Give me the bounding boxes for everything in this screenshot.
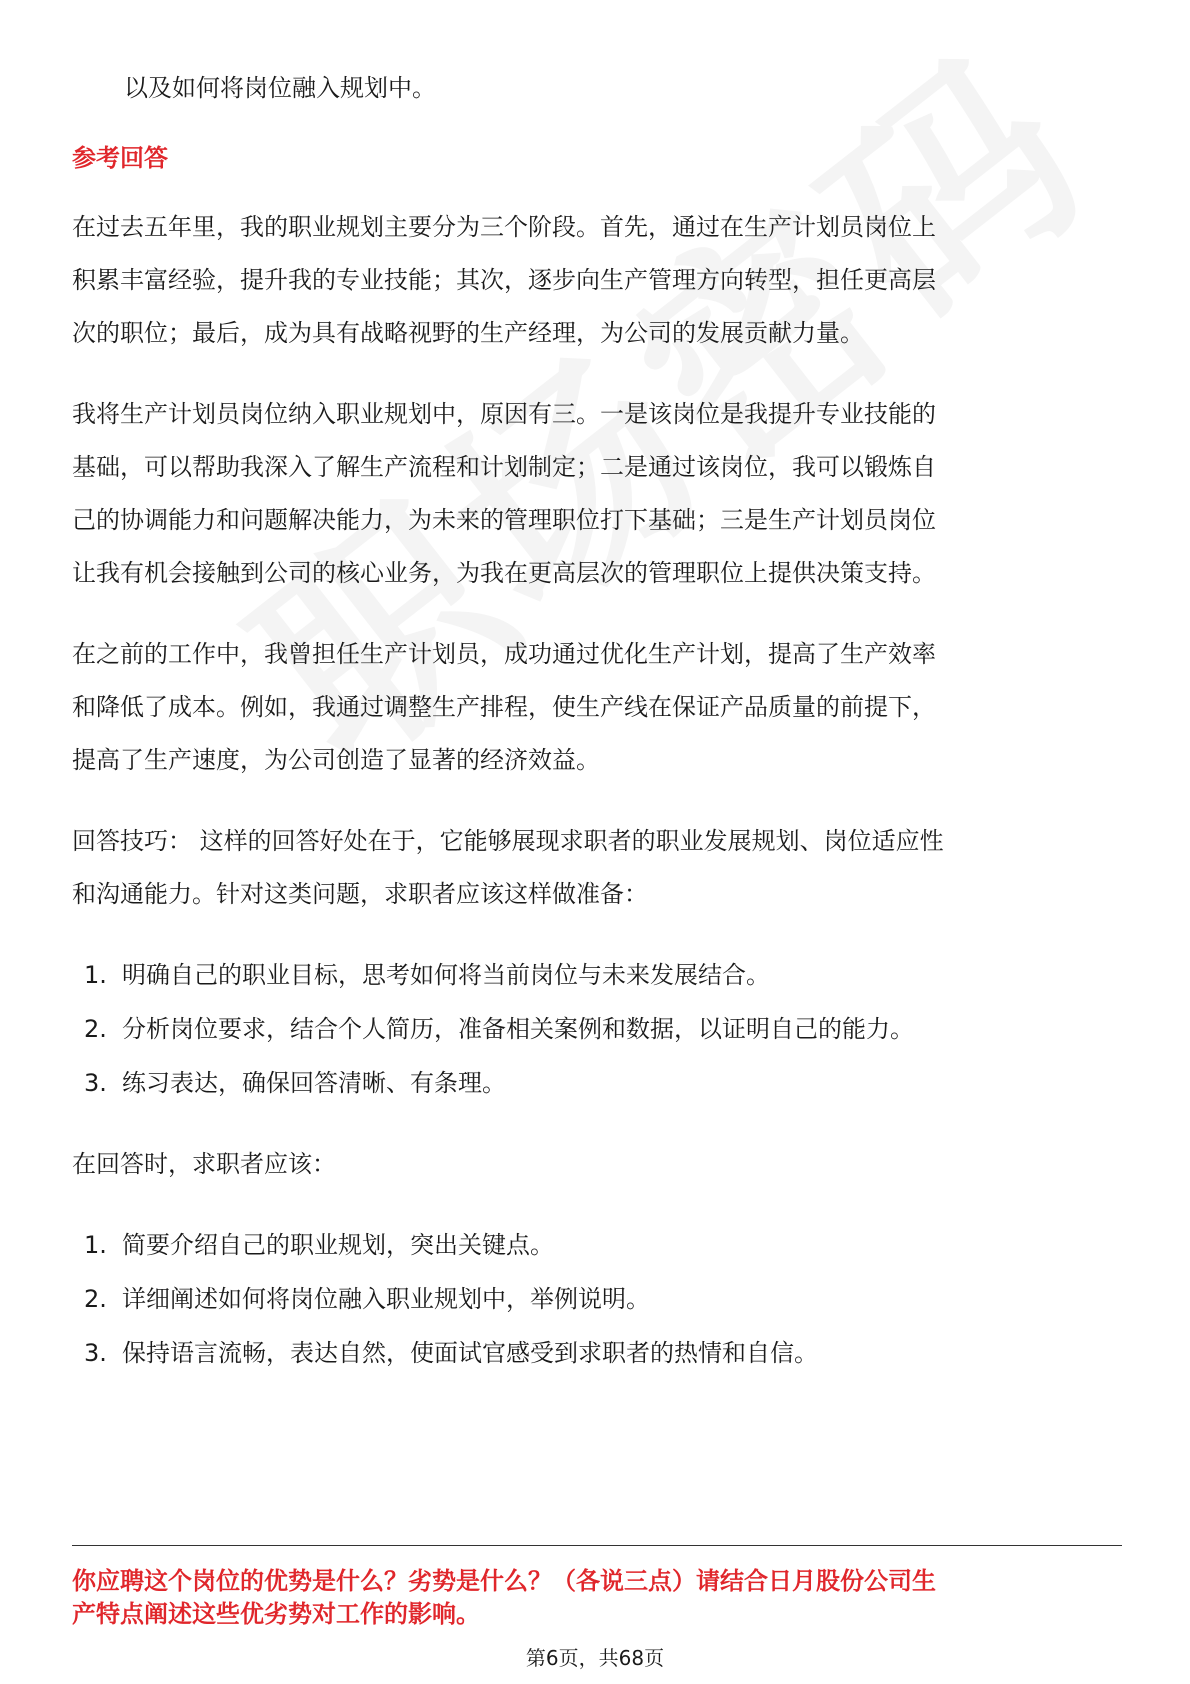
list-number: 3. [84, 1069, 107, 1097]
paragraph-line: 基础，可以帮助我深入了解生产流程和计划制定；二是通过该岗位，我可以锻炼自 [72, 453, 936, 481]
section-divider [72, 1545, 1122, 1546]
list-number: 2. [84, 1015, 107, 1043]
paragraph-line: 和沟通能力。针对这类问题，求职者应该这样做准备： [72, 880, 648, 908]
continuation-text: 以及如何将岗位融入规划中。 [124, 74, 436, 102]
paragraph-line: 提高了生产速度，为公司创造了显著的经济效益。 [72, 746, 600, 774]
list-item [84, 1067, 506, 1099]
paragraph-line: 在过去五年里，我的职业规划主要分为三个阶段。首先，通过在生产计划员岗位上 [72, 213, 936, 241]
list-number: 2. [84, 1285, 107, 1313]
list-item [84, 1283, 650, 1315]
paragraph-line: 让我有机会接触到公司的核心业务，为我在更高层次的管理职位上提供决策支持。 [72, 559, 936, 587]
list-text: 明确自己的职业目标，思考如何将当前岗位与未来发展结合。 [122, 961, 770, 989]
list-item [84, 1229, 554, 1261]
answer-intro: 在回答时，求职者应该： [72, 1150, 336, 1178]
list-item [84, 1013, 914, 1045]
page-number: 第6页，共68页 [525, 1646, 665, 1670]
list-item [84, 1337, 818, 1369]
paragraph-line: 在之前的工作中，我曾担任生产计划员，成功通过优化生产计划，提高了生产效率 [72, 640, 936, 668]
section-heading: 参考回答 [72, 144, 168, 172]
paragraph-line: 我将生产计划员岗位纳入职业规划中，原因有三。一是该岗位是我提升专业技能的 [72, 400, 936, 428]
paragraph-line: 和降低了成本。例如，我通过调整生产排程，使生产线在保证产品质量的前提下， [72, 693, 936, 721]
list-text: 保持语言流畅，表达自然，使面试官感受到求职者的热情和自信。 [122, 1339, 818, 1367]
list-item [84, 959, 770, 991]
question-line: 产特点阐述这些优劣势对工作的影响。 [72, 1600, 480, 1628]
list-number: 1. [84, 1231, 107, 1259]
paragraph-line: 回答技巧： 这样的回答好处在于，它能够展现求职者的职业发展规划、岗位适应性 [72, 827, 944, 855]
list-number: 1. [84, 961, 107, 989]
list-text: 详细阐述如何将岗位融入职业规划中，举例说明。 [122, 1285, 650, 1313]
list-text: 分析岗位要求，结合个人简历，准备相关案例和数据，以证明自己的能力。 [122, 1015, 914, 1043]
question-line: 你应聘这个岗位的优势是什么？劣势是什么？（各说三点）请结合日月股份公司生 [72, 1567, 936, 1595]
paragraph-line: 次的职位；最后，成为具有战略视野的生产经理，为公司的发展贡献力量。 [72, 319, 864, 347]
list-text: 简要介绍自己的职业规划，突出关键点。 [122, 1231, 554, 1259]
list-text: 练习表达，确保回答清晰、有条理。 [122, 1069, 506, 1097]
list-number: 3. [84, 1339, 107, 1367]
paragraph-line: 积累丰富经验，提升我的专业技能；其次，逐步向生产管理方向转型，担任更高层 [72, 266, 936, 294]
paragraph-line: 己的协调能力和问题解决能力，为未来的管理职位打下基础；三是生产计划员岗位 [72, 506, 936, 534]
